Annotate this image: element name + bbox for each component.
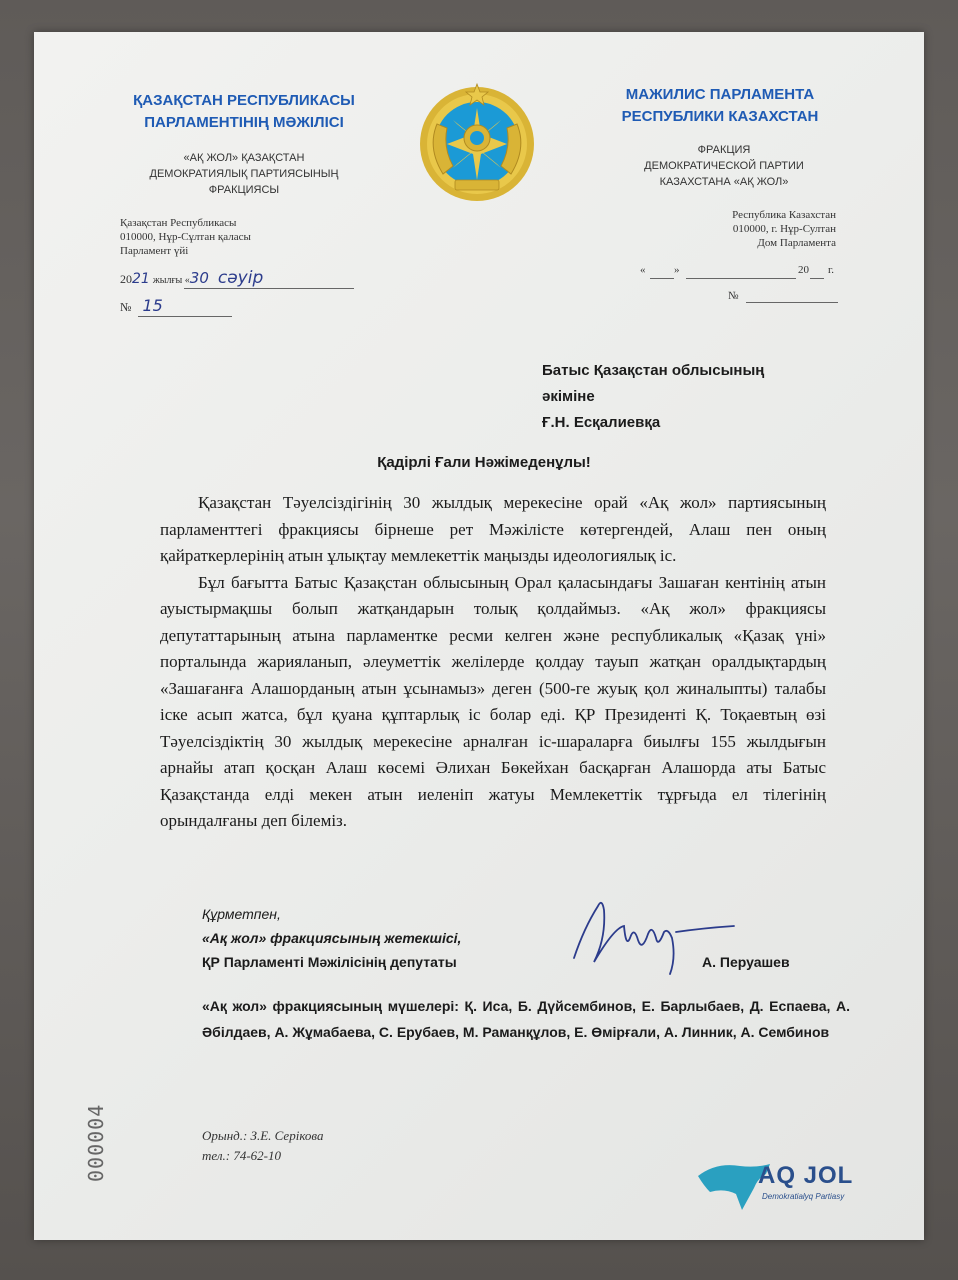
left-header-subtitle — [104, 150, 384, 198]
left-sub-line-2: ДЕМОКРАТИЯЛЫҚ ПАРТИЯСЫНЫҢ — [149, 168, 339, 180]
body-paragraph-2: Бұл бағытта Батыс Қазақстан облысының Орал қаласындағы Зашаған кентінің атын ауыстырмақшы болып жатқандарын толық қолдаймыз. «Ақ жол» фракциясы депутаттарының атына парламентке ресми келген және республикалық «Қазақ үні» порталында жарияланып, әлеуметтік желілерде қолдау тауып жатқан оралдықтардың «Зашағанға Алашорданың атын ұсынамыз» деген (500-ге жуық қол жиналыпты) талабы іске асып жатса, бұл қуана құптарлық іс болар еді. ҚР Президенті Қ. Тоқаевтың өзі Тәуелсіздіктің 30 жылдық мерекесіне арналған іс-шараларға биылғы 155 жылдығын арнайы атап қосқан Алаш көсемі Әлихан Бөкейхан басқарған Алашорда аты Батыс Қазақстанда елді мекен атын иеленіп жатуы Мемлекеттік тұрғыда ел тілегінің орындалғаны деп білеміз. — [160, 572, 826, 830]
date-day-handwritten: 30 — [189, 269, 209, 287]
right-number-line — [746, 302, 838, 303]
signature-block — [202, 902, 622, 974]
signature-respect: Құрметпен, — [202, 906, 281, 922]
right-header-title — [570, 84, 870, 128]
logo-text: AQ JOL — [758, 1162, 854, 1189]
number-underline — [138, 316, 232, 317]
executor-phone: тел.: 74-62-10 — [202, 1148, 281, 1163]
date-middle: жылғы « — [152, 275, 190, 286]
serial-number: 000004 — [84, 1103, 108, 1182]
letter-page — [34, 32, 924, 1240]
right-sub-line-1: ФРАКЦИЯ — [697, 144, 751, 156]
faction-members: «Ақ жол» фракциясының мүшелері: Қ. Иса, Б. Дүйсембинов, Е. Барлыбаев, Д. Еспаева, А. Әбілдаев, А. Жұмабаева, С. Ерубаев, М. Раманқұлов, Е. Өмірғали, А. Линник, А. Сембинов — [202, 998, 850, 1040]
number-handwritten: 15 — [142, 296, 163, 315]
date-year-handwritten: 21 — [132, 271, 150, 287]
executor-info — [202, 1126, 422, 1166]
right-date-month-line — [686, 278, 796, 279]
signature-role-1: «Ақ жол» фракциясының жетекшісі, — [202, 930, 462, 946]
right-address — [636, 208, 836, 250]
left-sub-line-1: «АҚ ЖОЛ» ҚАЗАҚСТАН — [183, 152, 305, 164]
incoming-date — [634, 264, 844, 282]
date-underline — [184, 288, 354, 289]
right-date-day-line — [650, 278, 674, 279]
addressee-line-2: әкіміне — [542, 388, 595, 405]
right-sub-line-2: ДЕМОКРАТИЧЕСКОЙ ПАРТИИ — [644, 160, 804, 172]
executor-name: Орынд.: З.Е. Серікова — [202, 1128, 324, 1143]
outgoing-date — [120, 268, 380, 288]
right-date-year: 20 — [798, 264, 809, 276]
right-date-open: « — [640, 264, 646, 276]
date-month-handwritten: сәуір — [217, 268, 264, 288]
right-title-line-1: МАЖИЛИС ПАРЛАМЕНТА — [625, 86, 815, 103]
date-prefix: 20 — [120, 272, 132, 286]
right-date-close: » — [674, 264, 680, 276]
aqjol-logo — [696, 1154, 866, 1224]
body-paragraph-1: Қазақстан Тәуелсіздігінің 30 жылдық мерекесіне орай «Ақ жол» партиясының парламенттегі фракциясы бірнеше рет Мәжілісте көтергендей, Алаш пен оның қайраткерлерінің атын ұлықтау мемлекеттік маңызды идеологиялық іс. — [160, 493, 826, 565]
greeting: Қадірлі Ғали Нәжімеденұлы! — [377, 454, 591, 471]
left-address-line-2: 010000, Нұр-Сұлтан қаласы — [120, 231, 251, 243]
left-sub-line-3: ФРАКЦИЯСЫ — [208, 184, 280, 196]
right-address-line-1: Республика Казахстан — [732, 209, 836, 221]
addressee-block — [542, 358, 882, 436]
left-header-title — [94, 90, 394, 134]
kazakhstan-emblem-icon — [417, 78, 537, 210]
right-address-line-2: 010000, г. Нұр-Султан — [732, 223, 836, 235]
logo-subtext: Demokratialyq Partiasy — [762, 1192, 845, 1201]
outgoing-number — [120, 296, 280, 318]
right-number-label: № — [728, 290, 739, 302]
left-title-line-2: ПАРЛАМЕНТІНІҢ МӘЖІЛІСІ — [144, 114, 344, 131]
signature-role-2: ҚР Парламенті Мәжілісінің депутаты — [202, 954, 457, 970]
addressee-line-3: Ғ.Н. Есқалиевқа — [542, 414, 661, 431]
left-address — [120, 216, 320, 258]
number-label: № — [120, 300, 132, 314]
left-address-line-3: Парламент үйі — [120, 245, 189, 257]
left-address-line-1: Қазақстан Республикасы — [120, 217, 237, 229]
right-header-subtitle — [584, 142, 864, 190]
addressee-line-1: Батыс Қазақстан облысының — [542, 362, 765, 379]
right-title-line-2: РЕСПУБЛИКИ КАЗАХСТАН — [621, 108, 819, 125]
right-sub-line-3: КАЗАХСТАНА «АҚ ЖОЛ» — [659, 176, 789, 188]
right-address-line-3: Дом Парламента — [757, 237, 836, 249]
letter-body — [160, 490, 826, 835]
right-date-suffix: г. — [828, 264, 835, 276]
right-date-year-line — [810, 278, 824, 279]
left-title-line-1: ҚАЗАҚСТАН РЕСПУБЛИКАСЫ — [133, 92, 355, 109]
signatory-name: А. Перуашев — [702, 954, 790, 970]
